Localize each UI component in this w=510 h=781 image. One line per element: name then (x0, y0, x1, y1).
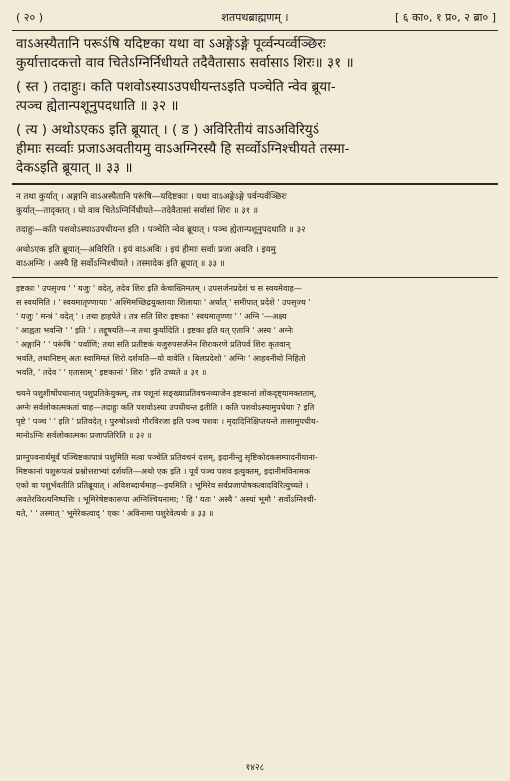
mantra-line: ( त्य ) अथोऽएकऽ इति ब्रूयात् । ( ड ) अविरितीयं वाऽअविरियुऽं (16, 122, 320, 139)
mantra-block (16, 121, 496, 177)
page-header (12, 8, 498, 28)
mantra-block (16, 78, 496, 115)
explanation-line: प्राग्नुपवनार्थमूर्वं पञ्चिष्टकापात्रं पशुमिति मत्वा पञ्चेति प्रतिवचनं दत्तम्, इदानीन्तु सृष्टिकोदकसम्पादनीयाना- (16, 452, 318, 463)
mantra-line: त्पञ्च ह्येतान्पशूनुपदधाति ॥ ३२ ॥ (16, 97, 179, 114)
mantra-line: ( स्त ) तदाहुः। कति पशवोऽस्याऽउपधीयन्तऽइति पञ्चेति न्वेव ब्रूया- (16, 79, 336, 96)
header-rule (12, 30, 498, 31)
explanation-line: अग्नेः सर्वलोकात्मकतां चाह—तदाहुः कति पशवोऽस्या उपधीयन्त इतीति । कति पशवोऽस्यामुपधेयाः ? इति (16, 402, 315, 413)
mantra-block (16, 35, 496, 72)
commentary-block (16, 191, 494, 218)
explanation-line: इष्टकाः ' उपसृज्य ' ' यजुः ' वदेत्, तदेव शिरः इति केचाख्निमतम् । उपसर्जनप्रदेशं च स स्वयमेवाह— (16, 283, 302, 294)
mantra-line: देकऽइति ब्रूयात् ॥ ३३ ॥ (16, 159, 133, 176)
explanation-line: एको वा पशुर्भवतीति प्रतिब्रूयात् । अविशब्दार्थमाह—इयमिति । भूमिरेव सर्वप्रजापोषकत्वादविरित्युच्यते । (16, 479, 309, 490)
explanation-line: ' अङ्गानि ' ' परूंषि ' पर्वाणि; तथा सति प्रतीष्टकं यजुरुपसर्जनेन शिरःकरणे प्रतिपर्व शिरः कृतवान् (16, 338, 291, 349)
section-rule (12, 277, 498, 278)
mantra-line: कुर्यात्तादकत्तो वाव चितेऽग्निर्निधीयते तदैवैतासाऽ सर्वासाऽ शिरः॥ ३१ ॥ (16, 54, 354, 71)
footer-page-number: १४२८ (245, 763, 265, 773)
commentary-line: वाऽअग्निः । अस्यै हि सर्वोऽग्निश्चीयते । तस्मादेक इति ब्रूयात् ॥ ३३ ॥ (16, 258, 225, 269)
commentary-line: न तथा कुर्यात् । अङ्गानि वाऽअस्यैतानि परूंषि—यदिष्टकाः । यथा वाऽअङ्गेऽङ्गे पर्वन्पर्वञ्छिरः (16, 192, 287, 203)
explanation-line: भवति, ' तदेव ' ' एतासाम् ' इष्टकानां ' शिरः ' इति उच्यते ॥ ३१ ॥ (16, 366, 207, 377)
explanation-block (16, 387, 494, 443)
header-page-number: ( २० ) (16, 11, 44, 24)
mantra-line: वाऽअस्यैतानि परूऽंषि यदिष्टका यथा वा ऽअङ्गेऽङ्गे पूर्व्वन्पर्व्वञ्छिरः (16, 36, 326, 52)
explanation-line: मानोऽग्निः सर्वलोकात्मकः प्रजापतिरिति ॥ ३२ ॥ (16, 430, 152, 441)
explanation-line: मिष्टकानां पशुरूपत्वं प्रश्नोत्तराभ्यां दर्शयति—अथो एक इति । पूर्वं पञ्च पशव इत्युक्तम्, इदानीमविनामक (16, 466, 311, 476)
page (12, 8, 498, 773)
commentary-line: अथोऽएक इति ब्रूयात्—अविरिति । इयं वाऽअविः । इयं हीमाः सर्वाः प्रजा अवति । इयमु (16, 244, 276, 255)
commentary-block (16, 224, 494, 238)
section-rule (12, 183, 498, 185)
commentary-line: कुर्यात्—तादृक्तत् । यो वाव चितेऽग्निर्निधीयते—तदेवैतासां सर्वासां शिरः ॥ ३१ ॥ (16, 205, 259, 216)
explanation-block (16, 282, 494, 379)
explanation-line: अवतेरविरत्यनिष्पत्तिः । भूमिरेषेष्टकारूपा अग्निश्चियनामा; ' हि ' यतः ' अस्यै ' अस्यां भूमौ ' सर्वोऽग्निश्ची- (16, 493, 317, 504)
explanation-block (16, 451, 494, 521)
explanation-line: चयने पशुशीर्षोपधानात् पशुप्रतिकेयुक्त्म्, तत्र पशूनां सङ्ख्याप्रतिवचनव्याजेन इष्टकानां लोकदृष्ट्यामक्तताम्, (16, 388, 317, 399)
explanation-line: भवति, तथानिष्टम् अतः स्वामिमतं शिरो दर्शयति—यो वावेति । बिलप्रदेशो ' अग्निः ' आहवनीयो निहितो (16, 352, 306, 363)
header-title: शतपथब्राह्मणम् । (221, 11, 289, 24)
explanation-line: स स्वयमिति । ' स्वयमातृण्णायाः ' अश्मिमच्छिद्रयुक्तायाः शिलायाः ' अर्धात् ' समीपात् प्रदेशे ' उपसृज्य ' (16, 297, 311, 308)
commentary-block (16, 244, 494, 271)
header-reference: [ ६ का०, १ प्र०, २ ब्रा० ] (394, 11, 496, 24)
explanation-line: ' यजुः ' मन्त्रं ' वदेत् ' । तथा हाहपेते । तत्र सति शिरः इष्टकाः ' स्वयमातृण्णा ' ' अग्नि '—अक्ष्य (16, 310, 287, 321)
explanation-line: पृष्टे ' पञ्च ' ' इति ' प्रतिवदेत् । पुरुषोऽश्वो गौरविरजा इति पञ्च पशवः । मृदादिनिक्षिप्तयन्ते तासामुपधीय- (16, 416, 319, 427)
commentary-line: तदाहुः—कति पशवोऽस्याऽउपधीयन्त इति । पञ्चेति न्वेव ब्रूयात् । पञ्च ह्येतान्पशूनुपदधाति ॥ ३२ (16, 225, 306, 236)
explanation-line: ' आह्वता भवन्ति ' ' इति ' । तद्दूषयति—न तथा कुर्यादिति । इष्टका इति यत् एतानि ' अस्य ' अग्नेः (16, 324, 294, 335)
explanation-line: यते, ' ' तस्मात् ' भूमेरेकत्वाद् ' एकः ' अविनामा पशुरेवेत्यर्थः ॥ ३३ ॥ (16, 507, 214, 518)
mantra-line: हीमाः सर्व्वाः प्रजाऽअवतीयमु वाऽअग्निरस्यै हि सर्व्वोऽग्निश्चीयते तस्मा- (16, 140, 350, 157)
